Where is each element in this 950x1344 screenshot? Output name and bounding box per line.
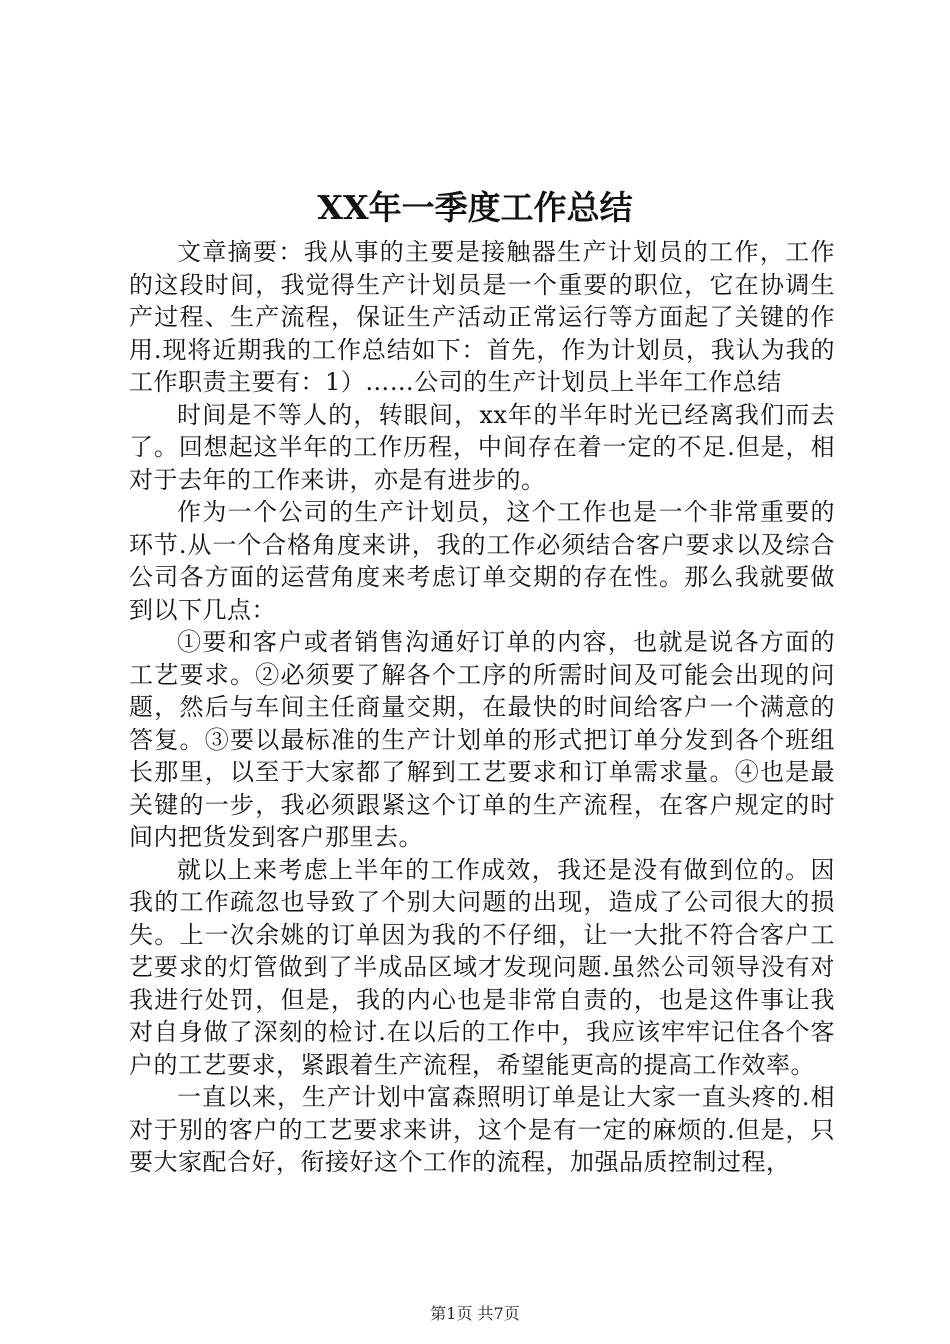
paragraph-abstract: 文章摘要：我从事的主要是接触器生产计划员的工作，工作的这段时间，我觉得生产计划员是一个重要的职位，它在协调生产过程、生产流程，保证生产活动正常运行等方面起了关键的作用.现将近期我的工作总结如下：首先，作为计划员，我认为我的工作职责主要有：1）……公司的生产计划员上半年工作总结	[129, 238, 835, 396]
paragraph: 作为一个公司的生产计划员，这个工作也是一个非常重要的环节.从一个合格角度来讲，我的工作必须结合客户要求以及综合公司各方面的运营角度来考虑订单交期的存在性。那么我就要做到以下几点：	[129, 498, 835, 624]
document-title: XX年一季度工作总结	[317, 188, 633, 227]
page-number-footer: 第1页 共7页	[430, 1304, 520, 1323]
paragraph: 就以上来考虑上半年的工作成效，我还是没有做到位的。因我的工作疏忽也导致了个别大问题的出现，造成了公司很大的损失。上一次余姚的订单因为我的不仔细，让一大批不符合客户工艺要求的灯管做到了半成品区域才发现问题.虽然公司领导没有对我进行处罚，但是，我的内心也是非常自责的，也是这件事让我对自身做了深刻的检讨.在以后的工作中，我应该牢牢记住各个客户的工艺要求，紧跟着生产流程，希望能更高的提高工作效率。	[129, 855, 835, 1079]
document-body	[129, 236, 835, 1179]
paragraph: 时间是不等人的，转眼间，xx年的半年时光已经离我们而去了。回想起这半年的工作历程，中间存在着一定的不足.但是，相对于去年的工作来讲，亦是有进步的。	[129, 400, 835, 494]
paragraph: ①要和客户或者销售沟通好订单的内容，也就是说各方面的工艺要求。②必须要了解各个工序的所需时间及可能会出现的问题，然后与车间主任商量交期，在最快的时间给客户一个满意的答复。③要以最标准的生产计划单的形式把订单分发到各个班组长那里，以至于大家都了解到工艺要求和订单需求量。④也是最关键的一步，我必须跟紧这个订单的生产流程，在客户规定的时间内把货发到客户那里去。	[129, 628, 835, 851]
paragraph: 一直以来，生产计划中富森照明订单是让大家一直头疼的.相对于别的客户的工艺要求来讲，这个是有一定的麻烦的.但是，只要大家配合好，衔接好这个工作的流程，加强品质控制过程，	[129, 1083, 835, 1176]
